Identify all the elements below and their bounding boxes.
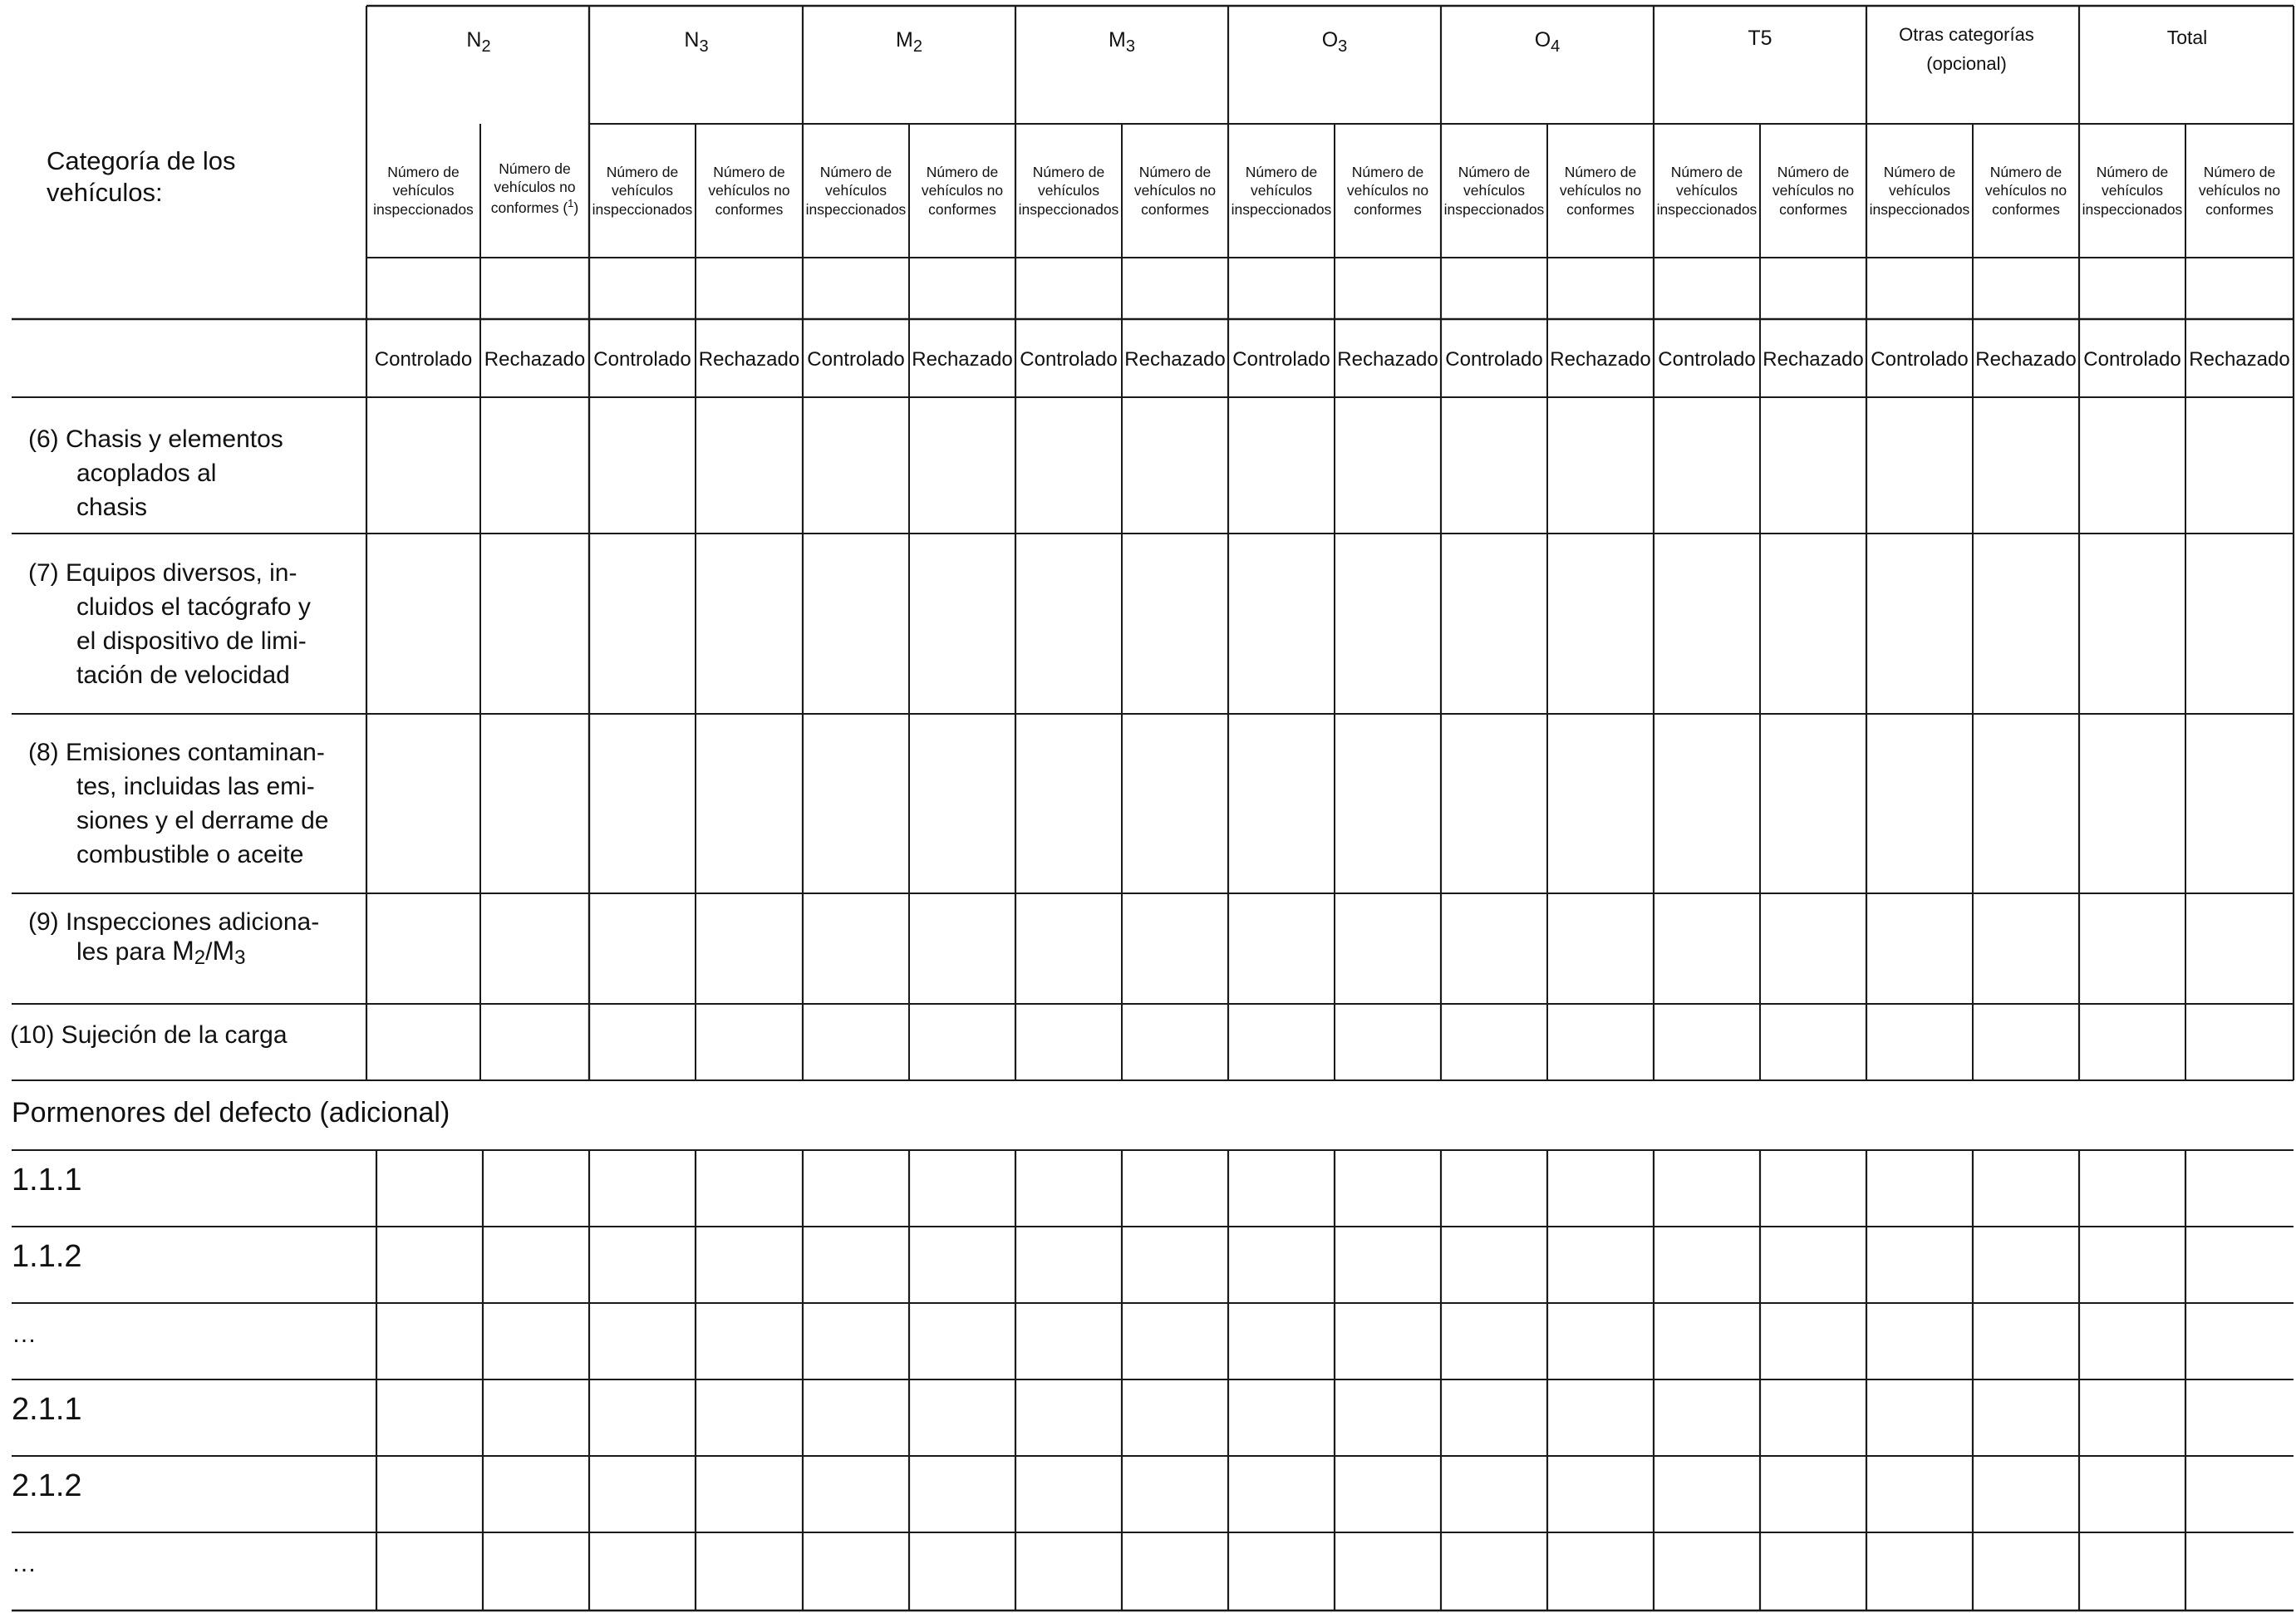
detail-row-label: 1.1.2 (12, 1239, 82, 1274)
status-rejected: Rechazado (2189, 348, 2290, 371)
status-rejected: Rechazado (912, 348, 1013, 371)
status-rejected: Rechazado (698, 348, 800, 371)
category-header-n3: $N_3$ (684, 28, 709, 56)
status-checked: Controlado (1871, 348, 1969, 371)
row-label-9: (9) Inspecciones adiciona- les para $M_2/M_3$ (28, 908, 320, 969)
status-checked: Controlado (593, 348, 691, 371)
row-label-7: (7) Equipos diversos, in- cluidos el tacógrafo y el dispositivo de limi- tación de velocidad (28, 559, 311, 689)
subheader-inspected: Número de vehículos inspeccionados (373, 164, 474, 218)
status-rejected: Rechazado (1763, 348, 1864, 371)
subheader-nonconforming: Número de vehículos no conformes (1772, 164, 1855, 218)
details-title: Pormenores del defecto (adicional) (12, 1097, 450, 1129)
row-label-10: (10) Sujeción de la carga (10, 1021, 288, 1049)
category-header-n2: $N_2$ (466, 28, 491, 56)
category-header-t5: T5 (1748, 27, 1772, 50)
subheader-inspected: Número de vehículos inspeccionados (1018, 164, 1119, 218)
detail-row-label: … (12, 1550, 37, 1577)
subheader-inspected: Número de vehículos inspeccionados (592, 164, 693, 218)
row-label-6: (6) Chasis y elementos acoplados al chasis (28, 425, 283, 521)
status-rejected: Rechazado (1975, 348, 2077, 371)
category-header-m2: $M_2$ (896, 28, 922, 56)
subheader-nonconforming: Número de vehículos no conformes ($^1$) (490, 160, 579, 216)
status-rejected: Rechazado (1337, 348, 1438, 371)
detail-row-label: 2.1.1 (12, 1392, 82, 1427)
category-header-o3: $O_3$ (1321, 28, 1348, 56)
category-header-total: Total (2166, 27, 2208, 48)
category-header-m3: $M_3$ (1109, 28, 1135, 56)
status-checked: Controlado (1445, 348, 1543, 371)
status-rejected: Rechazado (1124, 348, 1226, 371)
category-header-otras: Otras categorías (opcional) (1899, 24, 2034, 75)
status-checked: Controlado (1020, 348, 1118, 371)
detail-row-label: … (12, 1320, 37, 1348)
status-checked: Controlado (2083, 348, 2181, 371)
subheader-inspected: Número de vehículos inspeccionados (1869, 164, 1970, 218)
subheader-nonconforming: Número de vehículos no conformes (1984, 164, 2067, 218)
subheader-inspected: Número de vehículos inspeccionados (2082, 164, 2183, 218)
row-label-8: (8) Emisiones contaminan- tes, incluidas las emi- siones y el derrame de combustible o aceite (28, 739, 329, 868)
subheader-inspected: Número de vehículos inspeccionados (1656, 164, 1758, 218)
subheader-nonconforming: Número de vehículos no conformes (921, 164, 1004, 218)
subheader-nonconforming: Número de vehículos no conformes (1559, 164, 1642, 218)
status-checked: Controlado (374, 348, 473, 371)
status-checked: Controlado (1232, 348, 1330, 371)
subheader-inspected: Número de vehículos inspeccionados (1443, 164, 1545, 218)
subheader-nonconforming: Número de vehículos no conformes (1346, 164, 1429, 218)
subheader-nonconforming: Número de vehículos no conformes (1133, 164, 1217, 218)
detail-row-label: 1.1.1 (12, 1163, 82, 1197)
subheader-nonconforming: Número de vehículos no conformes (2198, 164, 2281, 218)
status-rejected: Rechazado (484, 348, 586, 371)
status-rejected: Rechazado (1550, 348, 1651, 371)
subheader-nonconforming: Número de vehículos no conformes (708, 164, 790, 218)
status-checked: Controlado (807, 348, 905, 371)
status-checked: Controlado (1658, 348, 1756, 371)
subheader-inspected: Número de vehículos inspeccionados (1231, 164, 1332, 218)
category-header-o4: $O_4$ (1534, 28, 1561, 56)
detail-row-label: 2.1.2 (12, 1468, 82, 1503)
subheader-inspected: Número de vehículos inspeccionados (805, 164, 907, 218)
row-header-label: Categoría de los vehículos: (47, 146, 236, 207)
